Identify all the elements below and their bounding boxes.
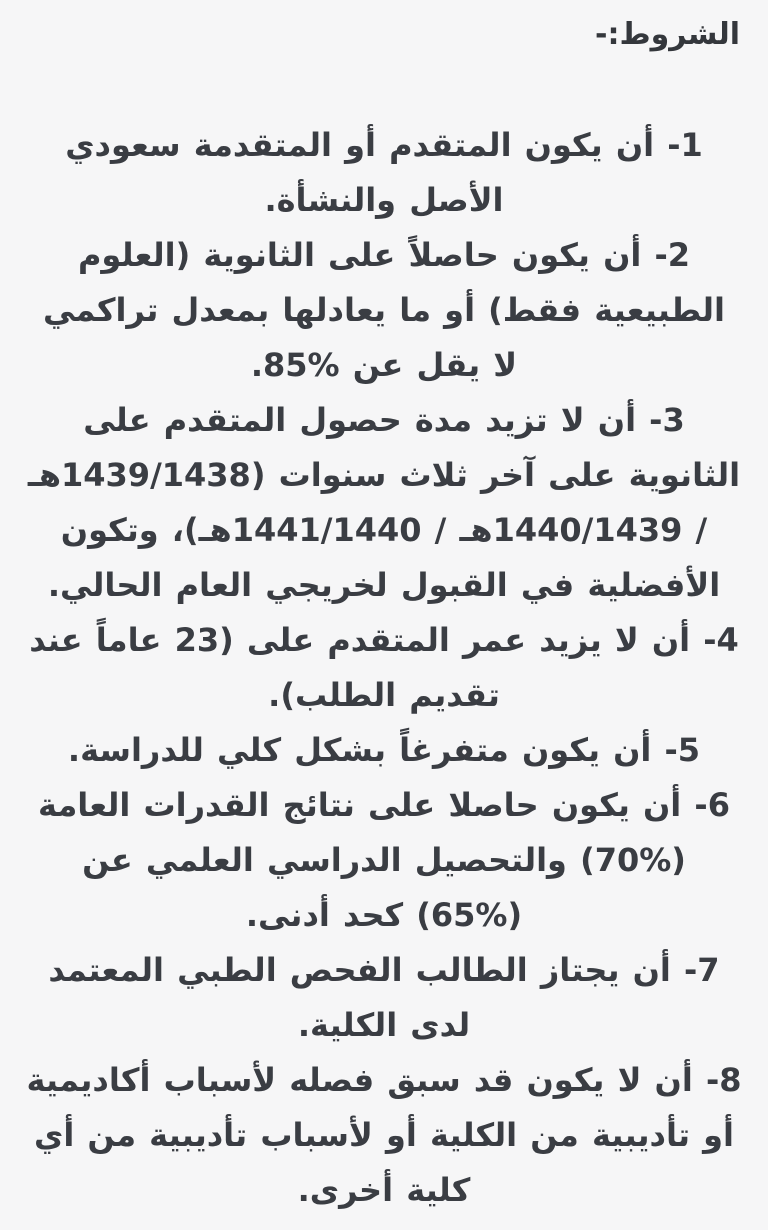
page-title: الشروط:-	[595, 17, 740, 52]
condition-item-1: 1- أن يكون المتقدم أو المتقدمة سعودي الأصل والنشأة.	[65, 126, 703, 219]
condition-item-3: 3- أن لا تزيد مدة حصول المتقدم على الثانوية على آخر ثلاث سنوات (1439/1438هـ / 1440/1439هـ / 1441/1440هـ)، وتكون الأفضلية في القبول لخريجي العام الحالي.	[27, 401, 741, 604]
condition-item-5: 5- أن يكون متفرغاً بشكل كلي للدراسة.	[67, 731, 701, 769]
condition-item-6: 6- أن يكون حاصلا على نتائج القدرات العامة (%70) والتحصيل الدراسي العلمي عن (%65) كحد أدنى.	[38, 786, 730, 934]
condition-item-4: 4- أن لا يزيد عمر المتقدم على (23 عاماً عند تقديم الطلب).	[29, 621, 739, 714]
condition-item-7: 7- أن يجتاز الطالب الفحص الطبي المعتمد لدى الكلية.	[48, 951, 720, 1044]
condition-item-2: 2- أن يكون حاصلاً على الثانوية (العلوم الطبيعية فقط) أو ما يعادلها بمعدل تراكمي لا يقل عن %85.	[43, 236, 725, 384]
condition-item-8: 8- أن لا يكون قد سبق فصله لأسباب أكاديمية أو تأديبية من الكلية أو لأسباب تأديبية من أي كلية أخرى.	[26, 1061, 742, 1209]
conditions-list	[26, 118, 742, 1218]
